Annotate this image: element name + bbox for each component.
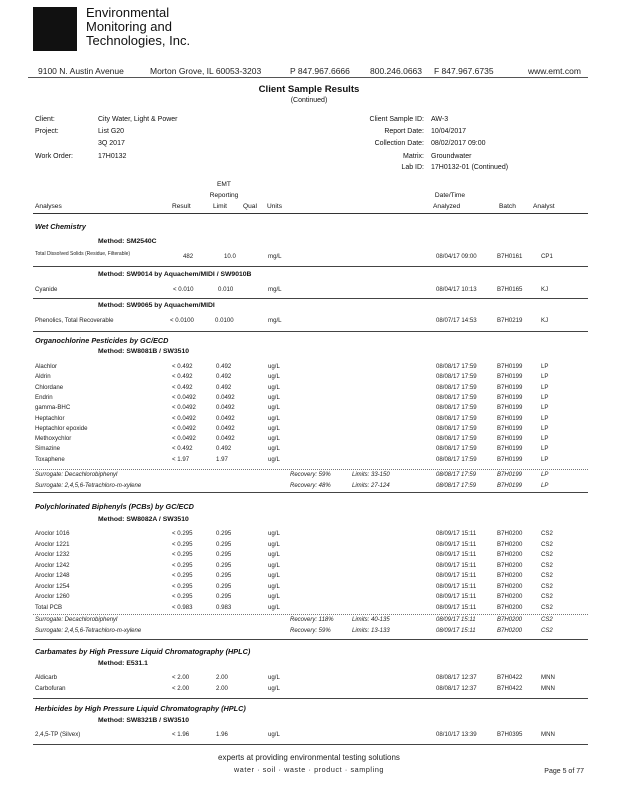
surrogate-name: Surrogate: Decachlorobiphenyl xyxy=(35,617,118,623)
analyst-value: LP xyxy=(541,445,549,453)
surrogate-divider xyxy=(33,469,588,470)
company-name-line1: Environmental xyxy=(86,5,170,20)
footer-tagline: experts at providing environmental testing solutions xyxy=(218,753,400,762)
project-value: List G20 xyxy=(98,128,125,135)
analyte-name: Aroclor 1248 xyxy=(35,572,70,579)
surrogate-limits: Limits: 33-150 xyxy=(352,472,390,478)
batch-value: B7H0199 xyxy=(497,404,523,412)
method-label: Method: SW8081B / SW3510 xyxy=(98,348,190,355)
result-value: < 0.0492 xyxy=(172,424,196,432)
analyte-name: Toxaphene xyxy=(35,455,65,463)
units-value: ug/L xyxy=(268,540,280,548)
section-title: Polychlorinated Biphenyls (PCBs) by GC/ECD xyxy=(35,502,194,511)
address-tollfree: 800.246.0663 xyxy=(370,66,422,76)
result-value: < 0.983 xyxy=(172,603,193,611)
units-value: ug/L xyxy=(268,551,280,558)
result-value: < 0.295 xyxy=(172,582,193,590)
analyzed-value: 08/08/17 17:59 xyxy=(436,435,477,443)
batch-value: B7H0200 xyxy=(497,551,523,558)
matrix-value: Groundwater xyxy=(431,153,472,160)
analyte-name: Cyanide xyxy=(35,286,58,293)
limit-value: 0.492 xyxy=(216,363,232,370)
result-value: < 0.0492 xyxy=(172,435,196,443)
analyte-name: Alachlor xyxy=(35,363,58,370)
limit-value: 0.492 xyxy=(216,373,232,381)
result-value: < 0.492 xyxy=(172,445,193,453)
col-qual: Qual xyxy=(243,203,257,210)
analyte-name: Endrin xyxy=(35,393,53,401)
analyst-value: MNN xyxy=(541,674,555,681)
batch-value: B7H0199 xyxy=(497,455,523,463)
limit-value: 1.97 xyxy=(216,455,228,463)
batch-value: B7H0165 xyxy=(497,286,523,293)
surrogate-batch: B7H0200 xyxy=(497,627,523,634)
analyzed-value: 08/08/17 17:59 xyxy=(436,393,477,401)
batch-value: B7H0200 xyxy=(497,530,523,537)
batch-value: B7H0200 xyxy=(497,582,523,590)
analyte-name: Aroclor 1254 xyxy=(35,582,70,590)
result-value: < 0.295 xyxy=(172,551,193,558)
units-value: ug/L xyxy=(268,603,280,611)
col-datetime: Date/Time xyxy=(434,192,466,199)
analyzed-value: 08/09/17 15:11 xyxy=(436,530,477,537)
analyte-name: Carbofuran xyxy=(35,685,66,692)
address-website: www.emt.com xyxy=(528,66,581,76)
batch-value: B7H0161 xyxy=(497,253,523,260)
section-title: Organochlorine Pesticides by GC/ECD xyxy=(35,336,169,345)
section-divider xyxy=(33,744,588,745)
result-value: 482 xyxy=(183,253,194,260)
analyzed-value: 08/08/17 17:59 xyxy=(436,404,477,412)
method-label: Method: SW9014 by Aquachem/MIDI / SW9010B xyxy=(98,271,252,278)
analyte-name: Heptachlor xyxy=(35,414,65,422)
analyte-name: Methoxychlor xyxy=(35,435,72,443)
analyst-value: LP xyxy=(541,373,549,381)
result-value: < 0.295 xyxy=(172,572,193,579)
analyzed-value: 08/07/17 14:53 xyxy=(436,317,477,324)
surrogate-analyzed: 08/09/17 15:11 xyxy=(436,617,476,623)
surrogate-analyst: LP xyxy=(541,472,549,478)
analyte-name: gamma-BHC xyxy=(35,404,71,412)
result-value: < 1.97 xyxy=(172,455,190,463)
analyst-value: CS2 xyxy=(541,530,553,537)
client-value: City Water, Light & Power xyxy=(98,116,178,123)
analyzed-value: 08/08/17 17:59 xyxy=(436,383,477,391)
report-date-value: 10/04/2017 xyxy=(431,128,467,135)
section-title: Carbamates by High Pressure Liquid Chromatography (HPLC) xyxy=(35,647,251,656)
batch-value: B7H0199 xyxy=(497,383,523,391)
analyst-value: MNN xyxy=(541,731,555,738)
analyte-name: 2,4,5-TP (Silvex) xyxy=(35,731,81,738)
analyte-name: Aroclor 1242 xyxy=(35,561,70,569)
units-value: ug/L xyxy=(268,383,280,391)
section-divider xyxy=(33,331,588,332)
surrogate-batch: B7H0199 xyxy=(497,472,523,478)
surrogate-name: Surrogate: 2,4,5,6-Tetrachloro-m-xylene xyxy=(35,482,142,489)
units-value: ug/L xyxy=(268,593,280,600)
surrogate-analyzed: 08/09/17 15:11 xyxy=(436,627,476,634)
address-fax: F 847.967.6735 xyxy=(434,66,494,76)
address-phone: P 847.967.6666 xyxy=(290,66,350,76)
units-value: ug/L xyxy=(268,582,280,590)
surrogate-analyzed: 08/08/17 17:59 xyxy=(436,472,477,478)
method-label: Method: SW9065 by Aquachem/MIDI xyxy=(98,302,215,309)
analyst-value: CS2 xyxy=(541,561,553,569)
analyst-value: CS2 xyxy=(541,603,553,611)
limit-value: 2.00 xyxy=(216,674,228,681)
limit-value: 0.0492 xyxy=(216,393,235,401)
batch-value: B7H0199 xyxy=(497,424,523,432)
units-value: mg/L xyxy=(268,317,282,324)
method-label: Method: SW8082A / SW3510 xyxy=(98,516,189,523)
analyst-value: LP xyxy=(541,404,549,412)
analyst-value: CP1 xyxy=(541,253,553,260)
surrogate-analyst: LP xyxy=(541,482,549,489)
analyzed-value: 08/09/17 15:11 xyxy=(436,593,477,600)
result-value: < 0.295 xyxy=(172,530,193,537)
analyte-name: Aldrin xyxy=(35,373,51,381)
units-value: ug/L xyxy=(268,393,280,401)
col-limit: Limit xyxy=(213,203,227,210)
analyte-name: Aroclor 1221 xyxy=(35,540,70,548)
page-number: Page 5 of 77 xyxy=(544,768,584,775)
analyzed-value: 08/09/17 15:11 xyxy=(436,561,477,569)
limit-value: 0.0492 xyxy=(216,414,235,422)
analyzed-value: 08/09/17 15:11 xyxy=(436,551,477,558)
report-title: Client Sample Results xyxy=(258,84,360,95)
header-divider xyxy=(28,77,588,78)
batch-value: B7H0395 xyxy=(497,731,523,738)
col-batch: Batch xyxy=(499,203,516,210)
units-value: mg/L xyxy=(268,253,282,260)
column-header-divider xyxy=(33,213,588,214)
batch-value: B7H0199 xyxy=(497,373,523,381)
batch-value: B7H0199 xyxy=(497,393,523,401)
analyzed-value: 08/04/17 10:13 xyxy=(436,286,477,293)
col-units: Units xyxy=(267,203,283,210)
lab-id-label: Lab ID: xyxy=(401,164,424,171)
block-divider xyxy=(33,266,588,267)
analyzed-value: 08/09/17 15:11 xyxy=(436,582,477,590)
analyst-value: KJ xyxy=(541,317,549,324)
analyzed-value: 08/08/17 12:37 xyxy=(436,674,477,681)
result-value: < 2.00 xyxy=(172,674,190,681)
surrogate-analyst: CS2 xyxy=(541,617,553,623)
limit-value: 0.010 xyxy=(218,286,234,293)
result-value: < 0.295 xyxy=(172,593,193,600)
section-divider xyxy=(33,698,588,699)
result-value: < 2.00 xyxy=(172,685,190,692)
limit-value: 0.295 xyxy=(216,530,232,537)
surrogate-analyst: CS2 xyxy=(541,627,553,634)
surrogate-divider xyxy=(33,614,588,615)
surrogate-recovery: Recovery: 48% xyxy=(290,482,331,489)
surrogate-limits: Limits: 40-135 xyxy=(352,617,390,623)
analyte-name: Aroclor 1232 xyxy=(35,551,70,558)
batch-value: B7H0200 xyxy=(497,561,523,569)
limit-value: 0.0492 xyxy=(216,404,235,412)
col-emt: EMT xyxy=(217,181,231,188)
col-reporting: Reporting xyxy=(209,192,239,199)
batch-value: B7H0219 xyxy=(497,317,523,324)
report-subtitle: (Continued) xyxy=(290,97,328,104)
surrogate-limits: Limits: 27-124 xyxy=(352,482,390,489)
analyzed-value: 08/08/17 17:59 xyxy=(436,424,477,432)
address-street: 9100 N. Austin Avenue xyxy=(38,66,124,76)
analyst-value: CS2 xyxy=(541,551,553,558)
company-name-line2: Monitoring and xyxy=(86,19,172,34)
surrogate-batch: B7H0199 xyxy=(497,482,523,489)
client-sample-id-value: AW-3 xyxy=(431,116,449,123)
analyzed-value: 08/08/17 17:59 xyxy=(436,445,477,453)
units-value: mg/L xyxy=(268,286,282,293)
surrogate-analyzed: 08/08/17 17:59 xyxy=(436,482,477,489)
analyzed-value: 08/08/17 17:59 xyxy=(436,455,477,463)
collection-date-label: Collection Date: xyxy=(374,140,424,147)
result-value: < 0.295 xyxy=(172,540,193,548)
result-value: < 0.010 xyxy=(173,286,194,293)
result-value: < 1.96 xyxy=(172,731,190,738)
surrogate-batch: B7H0200 xyxy=(497,617,523,623)
units-value: ug/L xyxy=(268,424,280,432)
analyst-value: MNN xyxy=(541,685,555,692)
analyzed-value: 08/09/17 15:11 xyxy=(436,572,477,579)
address-city: Morton Grove, IL 60053-3203 xyxy=(150,66,262,76)
result-value: < 0.0492 xyxy=(172,414,196,422)
units-value: ug/L xyxy=(268,572,280,579)
analyzed-value: 08/04/17 09:00 xyxy=(436,253,477,260)
result-value: < 0.492 xyxy=(172,383,193,391)
batch-value: B7H0199 xyxy=(497,435,523,443)
surrogate-recovery: Recovery: 59% xyxy=(290,627,331,634)
report-date-label: Report Date: xyxy=(384,128,424,135)
units-value: ug/L xyxy=(268,363,280,370)
analyzed-value: 08/10/17 13:39 xyxy=(436,731,477,738)
analyte-name: Total Dissolved Solids (Residue, Filterable) xyxy=(35,251,131,257)
limit-value: 0.295 xyxy=(216,572,232,579)
units-value: ug/L xyxy=(268,455,280,463)
batch-value: B7H0200 xyxy=(497,572,523,579)
analyte-name: Total PCB xyxy=(35,603,63,611)
batch-value: B7H0200 xyxy=(497,603,523,611)
analyst-value: LP xyxy=(541,383,549,391)
work-order-label: Work Order: xyxy=(35,153,73,160)
method-label: Method: SW8321B / SW3510 xyxy=(98,717,190,724)
result-value: < 0.0492 xyxy=(172,404,196,412)
limit-value: 0.0492 xyxy=(216,424,235,432)
matrix-label: Matrix: xyxy=(403,153,424,160)
result-value: < 0.492 xyxy=(172,363,193,370)
analyst-value: LP xyxy=(541,414,549,422)
units-value: ug/L xyxy=(268,445,280,453)
batch-value: B7H0199 xyxy=(497,363,523,370)
analyte-name: Phenolics, Total Recoverable xyxy=(35,317,114,324)
project-period-value: 3Q 2017 xyxy=(98,140,125,147)
surrogate-recovery: Recovery: 118% xyxy=(290,617,334,623)
col-analyzed: Analyzed xyxy=(433,203,461,210)
limit-value: 0.0100 xyxy=(215,317,234,324)
company-name-line3: Technologies, Inc. xyxy=(86,33,191,48)
limit-value: 0.295 xyxy=(216,540,232,548)
analyte-name: Simazine xyxy=(35,445,61,453)
limit-value: 0.295 xyxy=(216,561,232,569)
batch-value: B7H0200 xyxy=(497,540,523,548)
units-value: ug/L xyxy=(268,404,280,412)
limit-value: 0.492 xyxy=(216,445,232,453)
batch-value: B7H0199 xyxy=(497,414,523,422)
col-analyst: Analyst xyxy=(533,203,555,210)
analyst-value: KJ xyxy=(541,286,549,293)
method-label: Method: E531.1 xyxy=(98,660,148,667)
method-label: Method: SM2540C xyxy=(98,238,157,245)
batch-value: B7H0199 xyxy=(497,445,523,453)
units-value: ug/L xyxy=(268,414,280,422)
limit-value: 0.295 xyxy=(216,551,232,558)
analyte-name: Aroclor 1260 xyxy=(35,593,70,600)
block-divider xyxy=(33,298,588,299)
analyte-name: Aroclor 1016 xyxy=(35,530,70,537)
analyzed-value: 08/08/17 17:59 xyxy=(436,373,477,381)
batch-value: B7H0200 xyxy=(497,593,523,600)
analyzed-value: 08/09/17 15:11 xyxy=(436,540,477,548)
surrogate-limits: Limits: 13-133 xyxy=(352,627,390,634)
analyst-value: CS2 xyxy=(541,593,553,600)
units-value: ug/L xyxy=(268,530,280,537)
limit-value: 0.492 xyxy=(216,383,232,391)
analyst-value: LP xyxy=(541,435,549,443)
section-divider xyxy=(33,492,588,493)
units-value: ug/L xyxy=(268,373,280,381)
analyte-name: Chlordane xyxy=(35,383,64,391)
units-value: ug/L xyxy=(268,674,280,681)
limit-value: 0.0492 xyxy=(216,435,235,443)
limit-value: 0.295 xyxy=(216,582,232,590)
col-result: Result xyxy=(172,203,191,210)
batch-value: B7H0422 xyxy=(497,685,523,692)
result-value: < 0.295 xyxy=(172,561,193,569)
analyst-value: LP xyxy=(541,363,549,370)
work-order-value: 17H0132 xyxy=(98,153,127,160)
limit-value: 2.00 xyxy=(216,685,228,692)
limit-value: 1.96 xyxy=(216,731,228,738)
col-analyses: Analyses xyxy=(35,203,62,210)
analyst-value: LP xyxy=(541,393,549,401)
limit-value: 0.295 xyxy=(216,593,232,600)
footer-services: water · soil · waste · product · sampling xyxy=(233,765,385,774)
section-divider xyxy=(33,639,588,640)
analyst-value: LP xyxy=(541,424,549,432)
units-value: ug/L xyxy=(268,685,280,692)
section-title: Herbicides by High Pressure Liquid Chromatography (HPLC) xyxy=(35,704,246,713)
surrogate-name: Surrogate: Decachlorobiphenyl xyxy=(35,472,118,478)
analyte-name: Aldicarb xyxy=(35,674,58,681)
client-sample-id-label: Client Sample ID: xyxy=(369,116,424,123)
analyzed-value: 08/08/17 17:59 xyxy=(436,414,477,422)
units-value: ug/L xyxy=(268,731,280,738)
analyst-value: CS2 xyxy=(541,582,553,590)
surrogate-recovery: Recovery: 59% xyxy=(290,472,331,478)
units-value: ug/L xyxy=(268,561,280,569)
limit-value: 10.0 xyxy=(224,253,236,260)
lab-id-value: 17H0132-01 (Continued) xyxy=(431,164,509,171)
analyzed-value: 08/08/17 12:37 xyxy=(436,685,477,692)
collection-date-value: 08/02/2017 09:00 xyxy=(431,140,486,147)
result-value: < 0.0492 xyxy=(172,393,196,401)
analyzed-value: 08/08/17 17:59 xyxy=(436,363,477,370)
analyst-value: CS2 xyxy=(541,572,553,579)
client-label: Client: xyxy=(35,116,55,123)
result-value: < 0.492 xyxy=(172,373,193,381)
units-value: ug/L xyxy=(268,435,280,443)
project-label: Project: xyxy=(35,128,59,135)
analyte-name: Heptachlor epoxide xyxy=(35,424,88,432)
analyst-value: LP xyxy=(541,455,549,463)
batch-value: B7H0422 xyxy=(497,674,523,681)
limit-value: 0.983 xyxy=(216,603,232,611)
section-title: Wet Chemistry xyxy=(35,222,86,231)
surrogate-name: Surrogate: 2,4,5,6-Tetrachloro-m-xylene xyxy=(35,627,142,634)
analyst-value: CS2 xyxy=(541,540,553,548)
company-logo xyxy=(33,7,77,51)
result-value: < 0.0100 xyxy=(170,317,194,324)
analyzed-value: 08/09/17 15:11 xyxy=(436,603,477,611)
